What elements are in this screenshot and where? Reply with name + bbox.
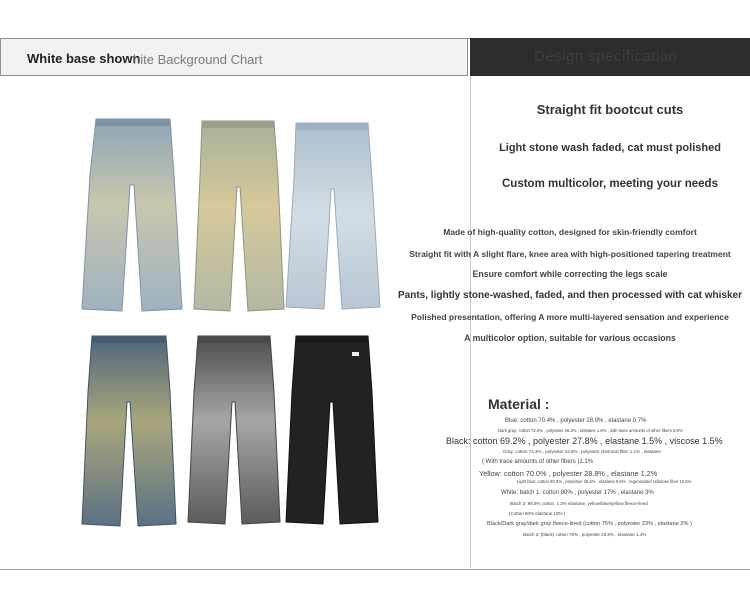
- material-line-gray: Gray: cotton 74.3% , polyester 24.6% , polyester chemical fiber 1.1% , elastane: [503, 449, 661, 454]
- jeans-black-image: [282, 332, 382, 526]
- material-line-fleece: Black/Dark gray/dark gray fleece-lined (cotton 75% , polyester 23% , elastane 2% ): [487, 521, 692, 527]
- feature-stone-wash: Light stone wash faded, cat must polished: [499, 142, 721, 154]
- jeans-light-blue-image: [282, 119, 384, 311]
- jeans-yellow-image: [190, 117, 288, 313]
- right-header: [470, 38, 750, 76]
- material-line-white-batch1: White: batch 1: cotton 80% , polyester 17% , elastane 3%: [501, 490, 654, 496]
- material-line-gray-note: ( With trace amounts of other fibers )1.1%: [482, 459, 594, 465]
- material-line-dark-gray: Dark gray: cotton 72.0% , polyester 26.3% , elastane 1.6% , with trace amounts of other fibers 0.6%: [498, 428, 683, 433]
- description-line: Straight fit with A slight flare, knee area with high-positioned tapering treatment: [409, 249, 731, 259]
- left-header: [0, 38, 468, 76]
- material-line-batch3: Batch 3: (black) cotton 75% , polyester 23.6% , elastane 1.4%: [523, 532, 647, 537]
- jeans-denim-image: [78, 332, 180, 528]
- description-line: Made of high-quality cotton, designed for skin-friendly comfort: [443, 227, 697, 237]
- material-line-yellow: Yellow: cotton 70.0% , polyester 28.8% , elastane 1.2%: [479, 469, 658, 478]
- material-line-blue: Blue: cotton 70.4% , polyester 28.9% , elastane 0.7%: [505, 418, 647, 424]
- feature-bootcut: Straight fit bootcut cuts: [536, 102, 684, 117]
- material-line-batch2-note: (Cotton 90% elastane 10% ): [509, 511, 566, 516]
- feature-multicolor: Custom multicolor, meeting your needs: [502, 178, 718, 190]
- material-line-batch2: Batch 2: 98.8% cotton, 1.2% elastane, yellow/blue/yellow fleece-lined: [510, 501, 648, 506]
- description-line: Ensure comfort while correcting the legs scale: [472, 269, 668, 279]
- description-line: A multicolor option, suitable for various occasions: [464, 333, 676, 343]
- material-title: Material :: [488, 396, 550, 412]
- description-line: Pants, lightly stone-washed, faded, and then processed with cat whisker: [398, 290, 742, 301]
- right-header-title: Design specification: [534, 48, 678, 65]
- left-header-title: White base shown: [27, 51, 141, 66]
- jeans-gray-image: [184, 332, 284, 526]
- left-header-subtitle: hite Background Chart: [133, 52, 263, 67]
- description-line: Polished presentation, offering A more multi-layered sensation and experience: [411, 312, 729, 322]
- material-line-light-blue: Light blue: cotton 60.3% , polyester 28.6% , elastane 0.6% , regenerated cellulose fiber 10.5%: [517, 479, 692, 484]
- jeans-blue-image: [78, 115, 188, 313]
- material-line-black: Black: cotton 69.2% , polyester 27.8% , elastane 1.5% , viscose 1.5%: [446, 436, 723, 446]
